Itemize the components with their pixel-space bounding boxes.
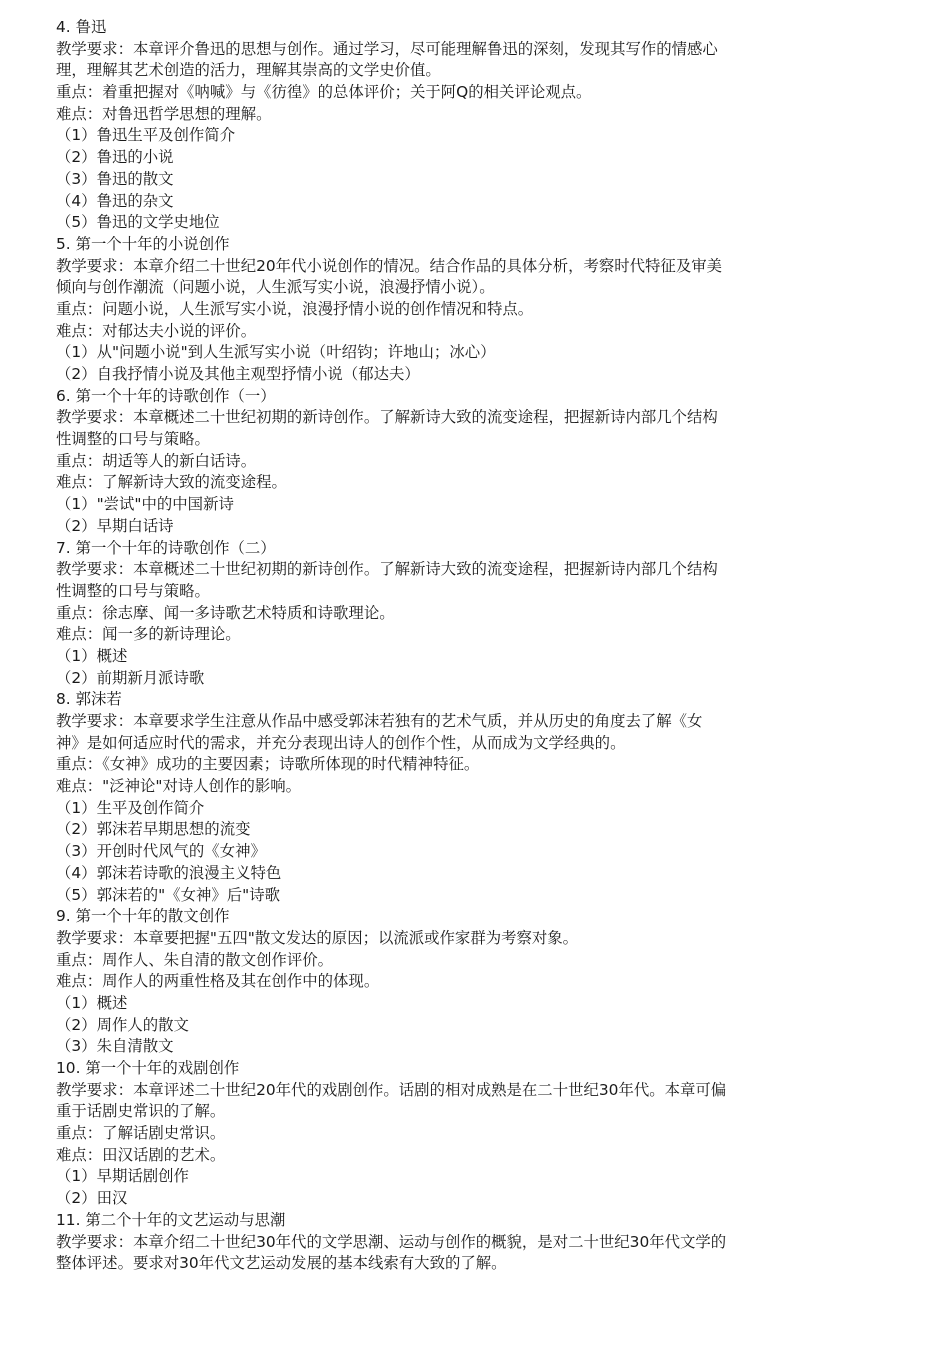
outline-item: （1）早期话剧创作 [56, 1167, 189, 1186]
key-point-line: 重点：问题小说，人生派写实小说，浪漫抒情小说的创作情况和特点。 [56, 299, 534, 318]
outline-item: （2）郭沫若早期思想的流变 [56, 820, 251, 839]
difficulty-line: 难点：田汉话剧的艺术。 [56, 1145, 226, 1164]
outline-item: （3）鲁迅的散文 [56, 169, 174, 188]
key-point-line: 重点：徐志摩、闻一多诗歌艺术特质和诗歌理论。 [56, 603, 395, 622]
body-line: 性调整的口号与策略。 [56, 430, 210, 449]
outline-item: （1）概述 [56, 646, 128, 665]
outline-item: （4）鲁迅的杂文 [56, 191, 174, 210]
body-line: 倾向与创作潮流（问题小说，人生派写实小说，浪漫抒情小说）。 [56, 278, 495, 297]
outline-item: （1）鲁迅生平及创作简介 [56, 126, 236, 145]
body-line: 性调整的口号与策略。 [56, 581, 210, 600]
teaching-requirement-line: 教学要求：本章概述二十世纪初期的新诗创作。了解新诗大致的流变途程，把握新诗内部几个结构 [56, 408, 718, 427]
body-line: 神》是如何适应时代的需求，并充分表现出诗人的创作个性，从而成为文学经典的。 [56, 733, 626, 752]
outline-item: （1）生平及创作简介 [56, 798, 205, 817]
outline-item: （1）从"问题小说"到人生派写实小说（叶绍钧；许地山；冰心） [56, 343, 496, 362]
key-point-line: 重点：周作人、朱自清的散文创作评价。 [56, 950, 334, 969]
outline-item: （1）概述 [56, 993, 128, 1012]
difficulty-line: 难点：对郁达夫小说的评价。 [56, 321, 257, 340]
key-point-line: 重点：胡适等人的新白话诗。 [56, 451, 257, 470]
section-heading: 11. 第二个十年的文艺运动与思潮 [56, 1210, 286, 1229]
outline-item: （1）"尝试"中的中国新诗 [56, 495, 234, 514]
section-heading: 9. 第一个十年的散文创作 [56, 907, 230, 926]
teaching-requirement-line: 教学要求：本章评介鲁迅的思想与创作。通过学习，尽可能理解鲁迅的深刻，发现其写作的情感心 [56, 39, 718, 58]
key-point-line: 重点：《女神》成功的主要因素；诗歌所体现的时代精神特征。 [56, 755, 480, 774]
outline-item: （3）朱自清散文 [56, 1037, 174, 1056]
outline-item: （3）开创时代风气的《女神》 [56, 842, 266, 861]
difficulty-line: 难点：了解新诗大致的流变途程。 [56, 473, 287, 492]
section-heading: 5. 第一个十年的小说创作 [56, 234, 230, 253]
outline-item: （2）早期白话诗 [56, 516, 174, 535]
teaching-requirement-line: 教学要求：本章介绍二十世纪20年代小说创作的情况。结合作品的具体分析，考察时代特征及审美 [56, 256, 722, 275]
outline-item: （2）周作人的散文 [56, 1015, 189, 1034]
section-heading: 10. 第一个十年的戏剧创作 [56, 1059, 240, 1077]
teaching-requirement-line: 教学要求：本章概述二十世纪初期的新诗创作。了解新诗大致的流变途程，把握新诗内部几个结构 [56, 560, 718, 579]
section-heading: 7. 第一个十年的诗歌创作（二） [56, 538, 276, 557]
body-line: 重于话剧史常识的了解。 [56, 1102, 226, 1121]
key-point-line: 重点：着重把握对《呐喊》与《彷徨》的总体评价；关于阿Q的相关评论观点。 [56, 83, 592, 102]
body-line: 整体评述。要求对30年代文艺运动发展的基本线索有大致的了解。 [56, 1254, 507, 1273]
outline-item: （5）郭沫若的"《女神》后"诗歌 [56, 885, 281, 904]
outline-item: （4）郭沫若诗歌的浪漫主义特色 [56, 863, 282, 882]
teaching-requirement-line: 教学要求：本章介绍二十世纪30年代的文学思潮、运动与创作的概貌，是对二十世纪30年代文学的 [56, 1232, 727, 1251]
teaching-requirement-line: 教学要求：本章要把握"五四"散文发达的原因；以流派或作家群为考察对象。 [56, 928, 579, 947]
difficulty-line: 难点：闻一多的新诗理论。 [56, 625, 241, 644]
body-line: 理，理解其艺术创造的活力，理解其崇高的文学史价值。 [56, 61, 441, 80]
outline-item: （2）自我抒情小说及其他主观型抒情小说（郁达夫） [56, 365, 420, 383]
key-point-line: 重点：了解话剧史常识。 [56, 1124, 226, 1143]
outline-item: （2）前期新月派诗歌 [56, 668, 205, 687]
outline-item: （2）田汉 [56, 1189, 128, 1208]
document-page [56, 17, 886, 1275]
teaching-requirement-line: 教学要求：本章要求学生注意从作品中感受郭沫若独有的艺术气质，并从历史的角度去了解《女 [56, 712, 703, 730]
difficulty-line: 难点："泛神论"对诗人创作的影响。 [56, 777, 302, 796]
section-heading: 8. 郭沫若 [56, 690, 122, 709]
outline-item: （2）鲁迅的小说 [56, 148, 174, 167]
outline-item: （5）鲁迅的文学史地位 [56, 213, 220, 232]
difficulty-line: 难点：对鲁迅哲学思想的理解。 [56, 104, 272, 123]
difficulty-line: 难点：周作人的两重性格及其在创作中的体现。 [56, 972, 380, 991]
teaching-requirement-line: 教学要求：本章评述二十世纪20年代的戏剧创作。话剧的相对成熟是在二十世纪30年代。本章可偏 [56, 1080, 727, 1099]
section-heading: 4. 鲁迅 [56, 18, 107, 36]
section-heading: 6. 第一个十年的诗歌创作（一） [56, 386, 276, 405]
